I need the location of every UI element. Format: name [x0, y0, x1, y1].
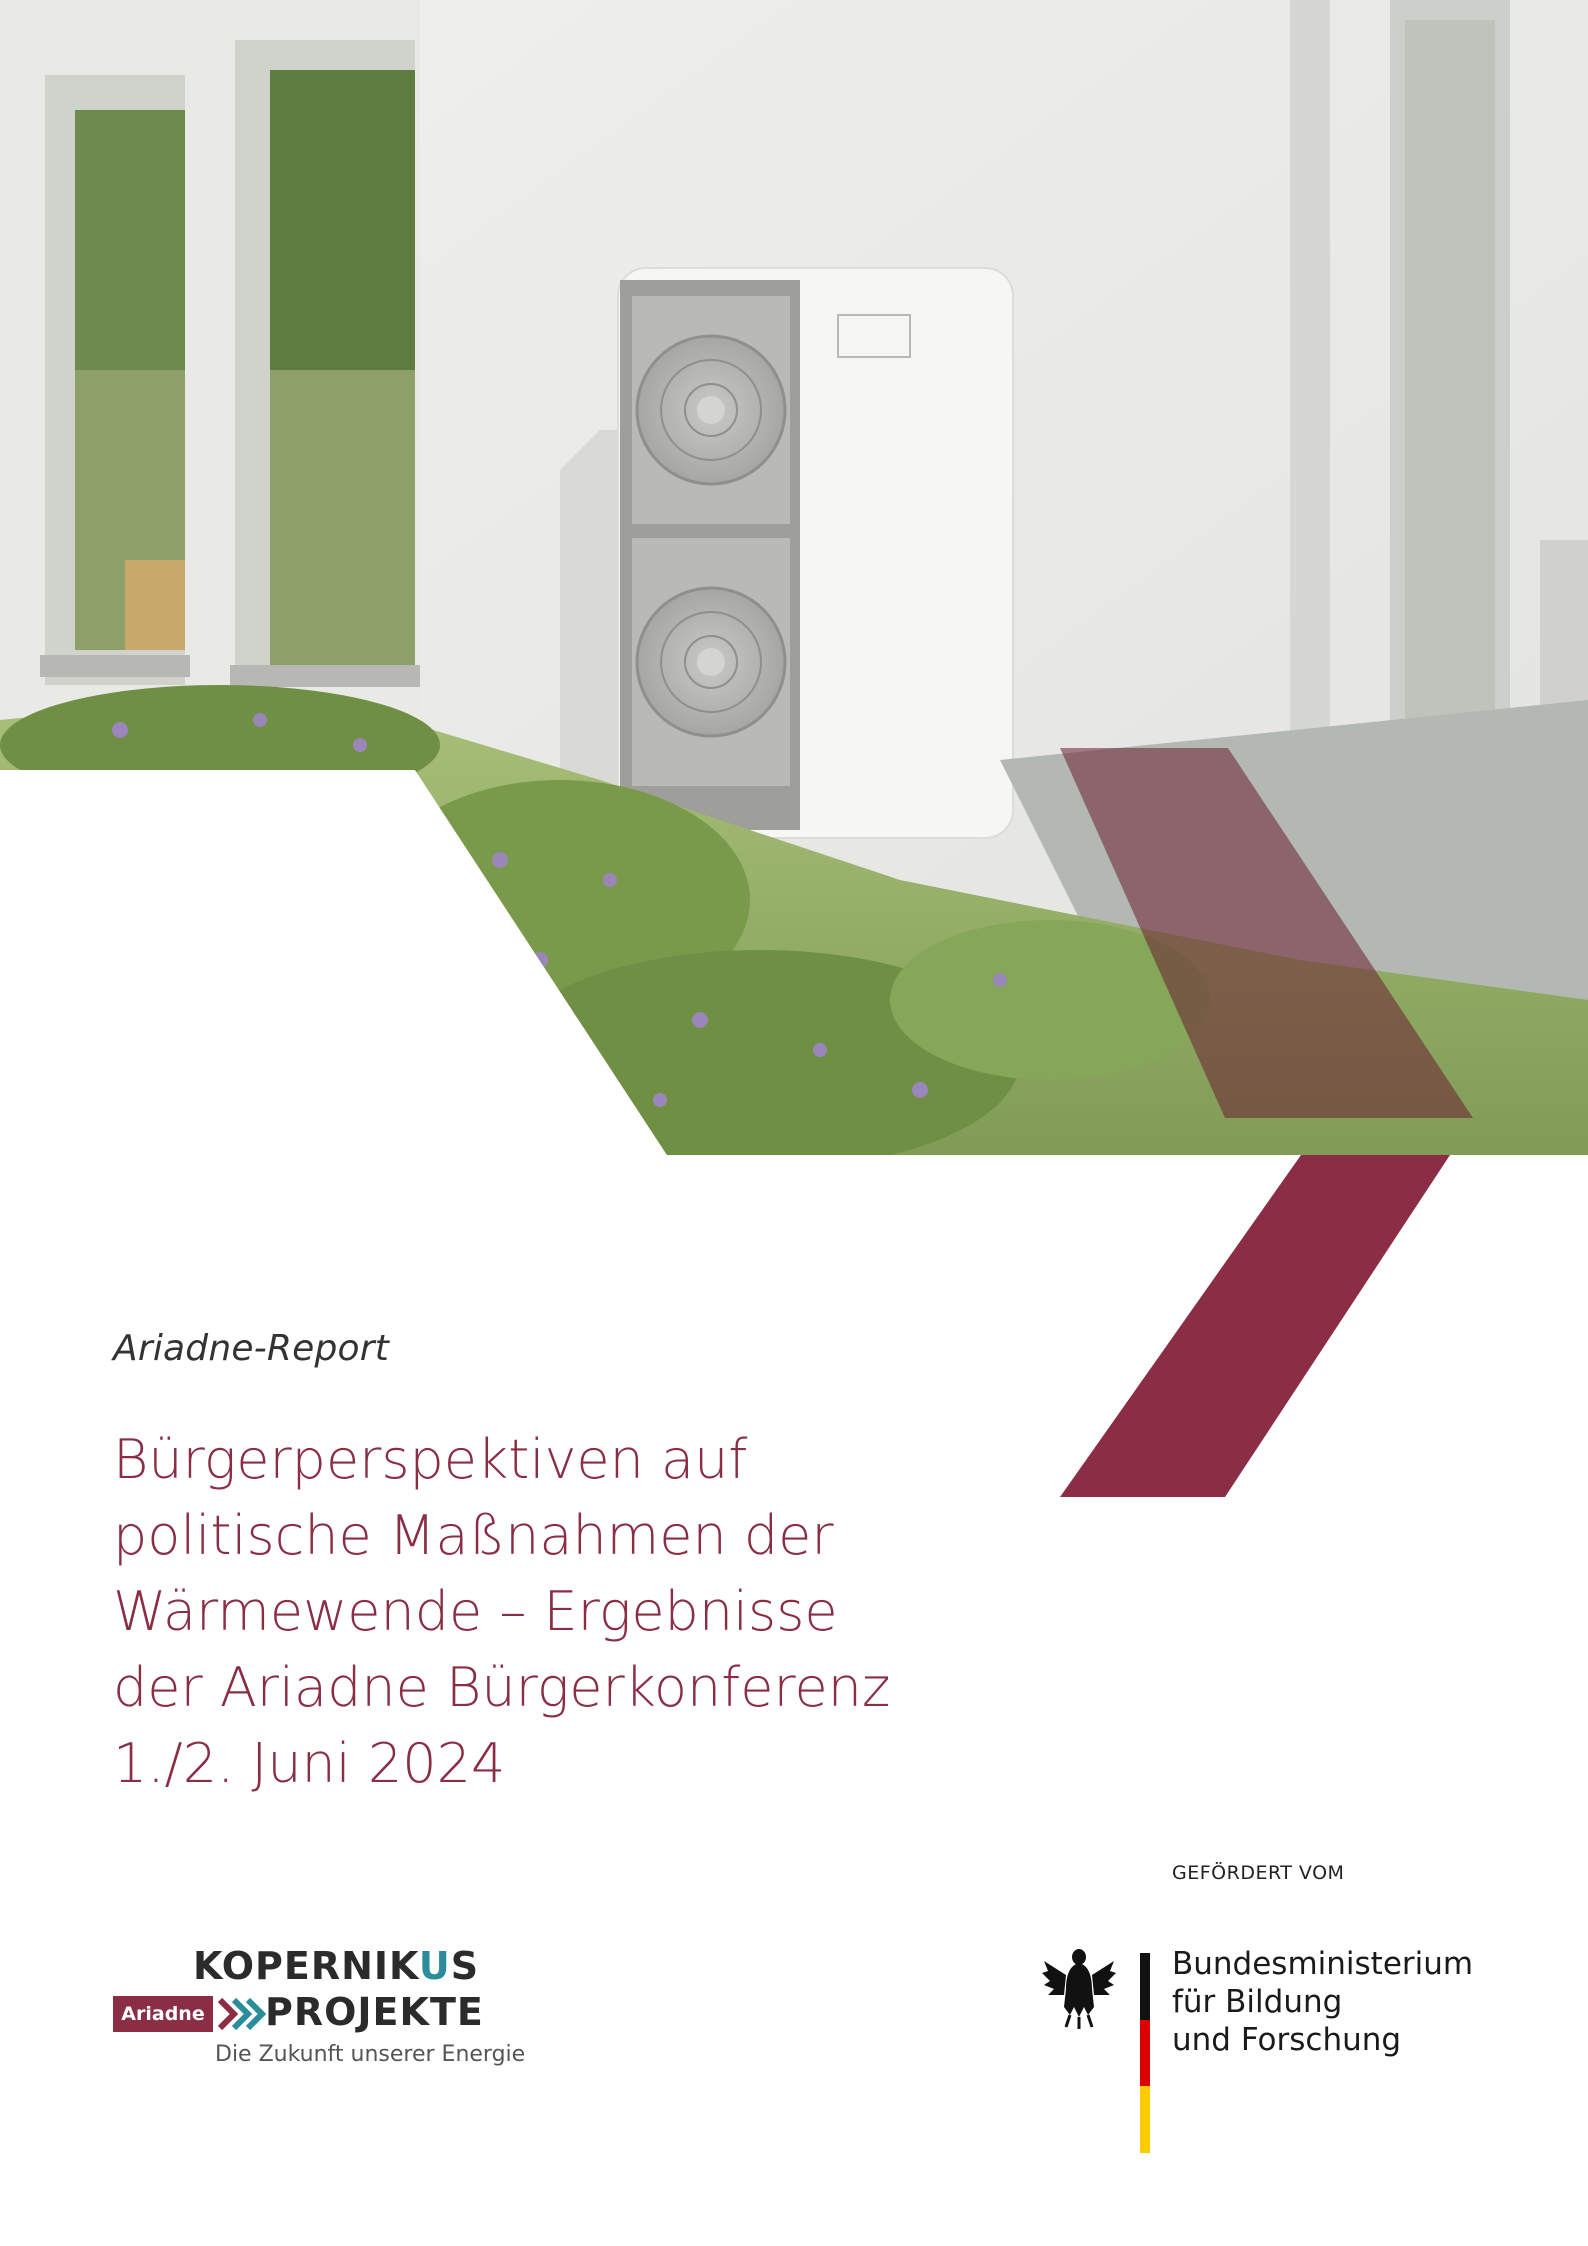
title-line: 1./2. Juni 2024 [113, 1732, 506, 1795]
title-line: Wärmewende – Ergebnisse [113, 1580, 838, 1643]
title-line: politische Maßnahmen der [113, 1504, 834, 1567]
kopernikus-tagline: Die Zukunft unserer Energie [215, 2042, 526, 2067]
federal-eagle-icon [1040, 1945, 1118, 2029]
ariadne-badge: Ariadne [113, 1996, 213, 2032]
kopernikus-logo [113, 1942, 533, 2072]
bmbf-logo [1040, 1945, 1500, 2155]
funded-by-label: GEFÖRDERT VOM [1172, 1862, 1345, 1884]
german-flag-bar [1140, 1953, 1150, 2153]
ministry-name: Bundesministerium für Bildung und Forschung [1172, 1946, 1474, 2058]
kopernikus-wordmark: KOPERNIKUS [193, 1944, 480, 1988]
projekte-wordmark: PROJEKTE [265, 1990, 484, 2034]
title-line: der Ariadne Bürgerkonferenz [113, 1656, 891, 1719]
chevrons-icon [216, 1994, 266, 2034]
title-line: Bürgerperspektiven auf [113, 1428, 748, 1491]
page-title [113, 1422, 1013, 1802]
report-type: Ariadne-Report [113, 1328, 390, 1369]
